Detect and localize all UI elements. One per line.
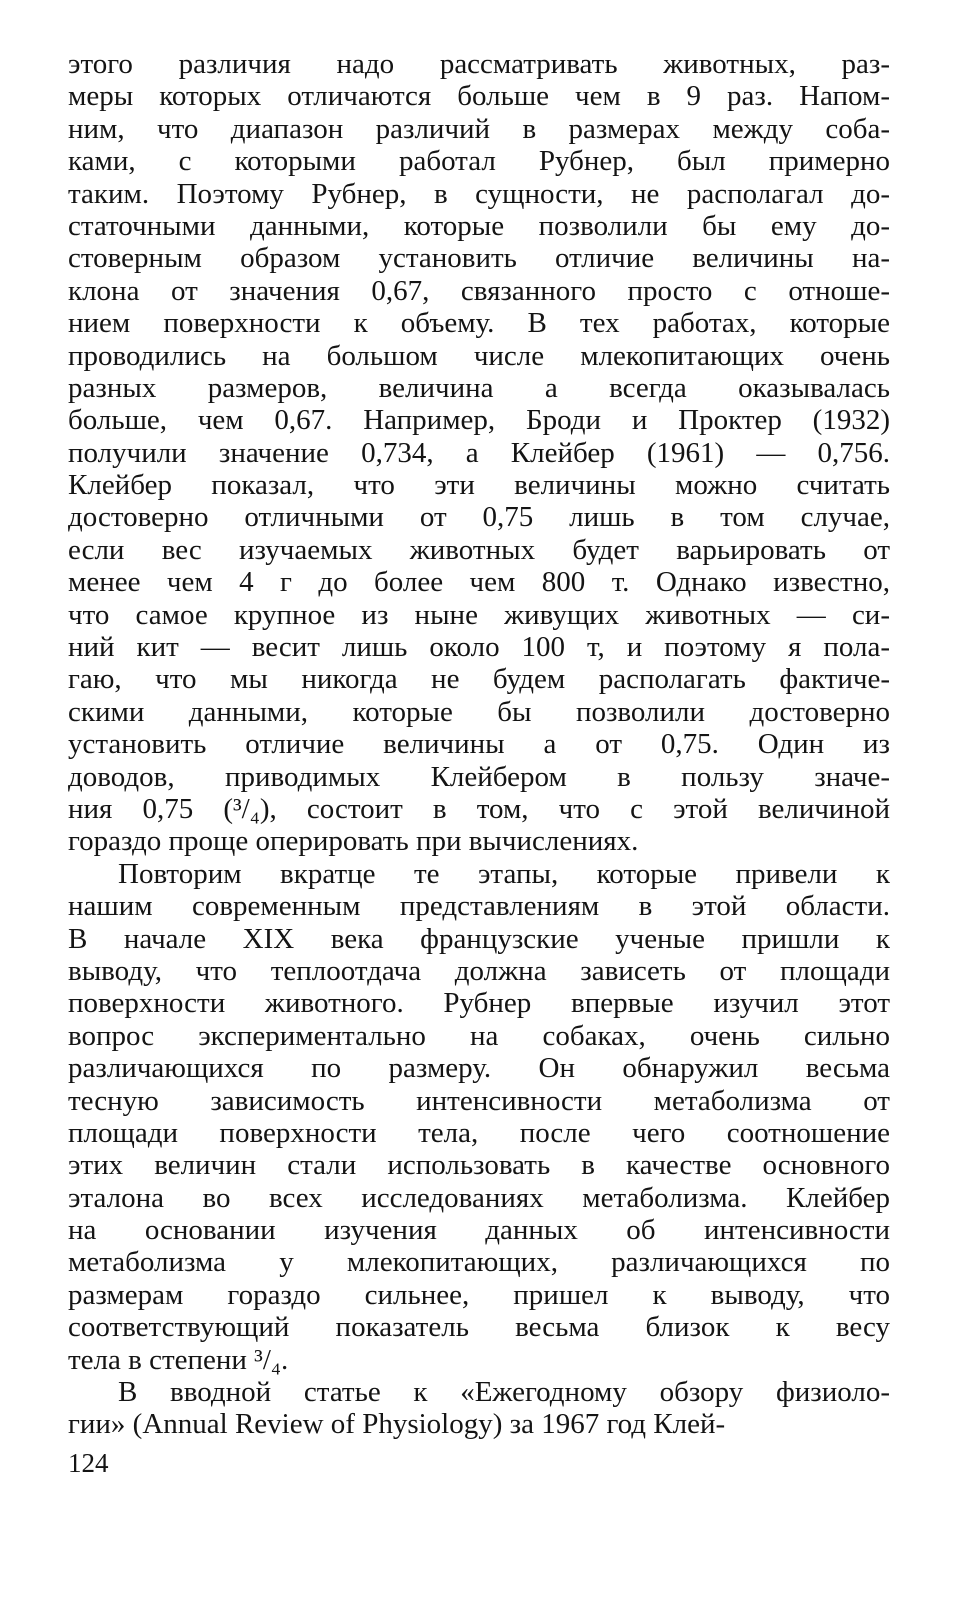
paragraph <box>68 48 890 858</box>
text-line: тела в степени ³/₄. <box>68 1343 289 1376</box>
text-line: гораздо проще оперировать при вычислениях. <box>68 825 639 858</box>
text-line: на основании изучения данных об интенсивности <box>68 1214 890 1247</box>
text-line: метаболизма у млекопитающих, различающихся по <box>68 1246 890 1279</box>
text-line: площади поверхности тела, после чего соотношение <box>68 1116 890 1149</box>
text-line: если вес изучаемых животных будет варьировать от <box>68 533 890 566</box>
text-line: получили значение 0,734, а Клейбер (1961) — 0,756. <box>68 436 890 469</box>
text-line: гаю, что мы никогда не будем располагать фактиче- <box>68 663 890 696</box>
text-line: нием поверхности к объему. В тех работах, которые <box>68 307 890 340</box>
text-line: нашим современным представлениям в этой области. <box>68 890 890 923</box>
text-line: соответствующий показатель весьма близок к весу <box>68 1311 890 1344</box>
text-line: клона от значения 0,67, связанного просто с отноше- <box>68 274 890 307</box>
text-line: меры которых отличаются больше чем в 9 раз. Напом- <box>68 80 890 113</box>
paragraph <box>68 858 890 1376</box>
text-line: достоверно отличными от 0,75 лишь в том случае, <box>68 501 890 534</box>
text-line: Повторим вкратце те этапы, которые привели к <box>118 857 890 890</box>
text-line: В вводной статье к «Ежегодному обзору физиоло- <box>118 1376 890 1409</box>
text-line: эталона во всех исследованиях метаболизма. Клейбер <box>68 1181 890 1214</box>
text-line: проводились на большом числе млекопитающих очень <box>68 339 890 372</box>
paragraph <box>68 1376 890 1441</box>
text-line: различающихся по размеру. Он обнаружил весьма <box>68 1052 890 1085</box>
page-number: 124 <box>68 1448 109 1478</box>
text-line: Клейбер показал, что эти величины можно считать <box>68 469 890 502</box>
text-line: больше, чем 0,67. Например, Броди и Проктер (1932) <box>68 404 890 437</box>
text-line: статочными данными, которые позволили бы ему до- <box>68 209 890 242</box>
text-line: В начале XIX века французские ученые пришли к <box>68 922 890 955</box>
text-line: скими данными, которые бы позволили достоверно <box>68 695 890 728</box>
document-page <box>68 48 890 1568</box>
body-text <box>68 48 890 1441</box>
text-line: разных размеров, величина a всегда оказывалась <box>68 371 890 404</box>
text-line: ний кит — весит лишь около 100 т, и поэтому я пола- <box>68 631 890 664</box>
text-line: тесную зависимость интенсивности метаболизма от <box>68 1084 890 1117</box>
text-line: стоверным образом установить отличие величины на- <box>68 242 890 275</box>
text-line: таким. Поэтому Рубнер, в сущности, не располагал до- <box>68 177 890 210</box>
text-line: ния 0,75 (³/₄), состоит в том, что с этой величиной <box>68 792 890 825</box>
text-line: ним, что диапазон различий в размерах между соба- <box>68 112 890 145</box>
text-line: менее чем 4 г до более чем 800 т. Однако известно, <box>68 566 890 599</box>
text-line: этих величин стали использовать в качестве основного <box>68 1149 890 1182</box>
text-line: ками, с которыми работал Рубнер, был примерно <box>68 145 890 178</box>
text-line: поверхности животного. Рубнер впервые изучил этот <box>68 987 890 1020</box>
text-line: что самое крупное из ныне живущих животных — си- <box>68 598 890 631</box>
text-line: выводу, что теплоотдача должна зависеть от площади <box>68 954 890 987</box>
text-line: вопрос экспериментально на собаках, очень сильно <box>68 1019 890 1052</box>
text-line: установить отличие величины a от 0,75. Один из <box>68 728 890 761</box>
text-line: размерам гораздо сильнее, пришел к выводу, что <box>68 1278 890 1311</box>
text-line: доводов, приводимых Клейбером в пользу значе- <box>68 760 890 793</box>
text-line: этого различия надо рассматривать животных, раз- <box>68 48 890 80</box>
text-line: гии» (Annual Review of Physiology) за 1967 год Клей- <box>68 1408 726 1441</box>
